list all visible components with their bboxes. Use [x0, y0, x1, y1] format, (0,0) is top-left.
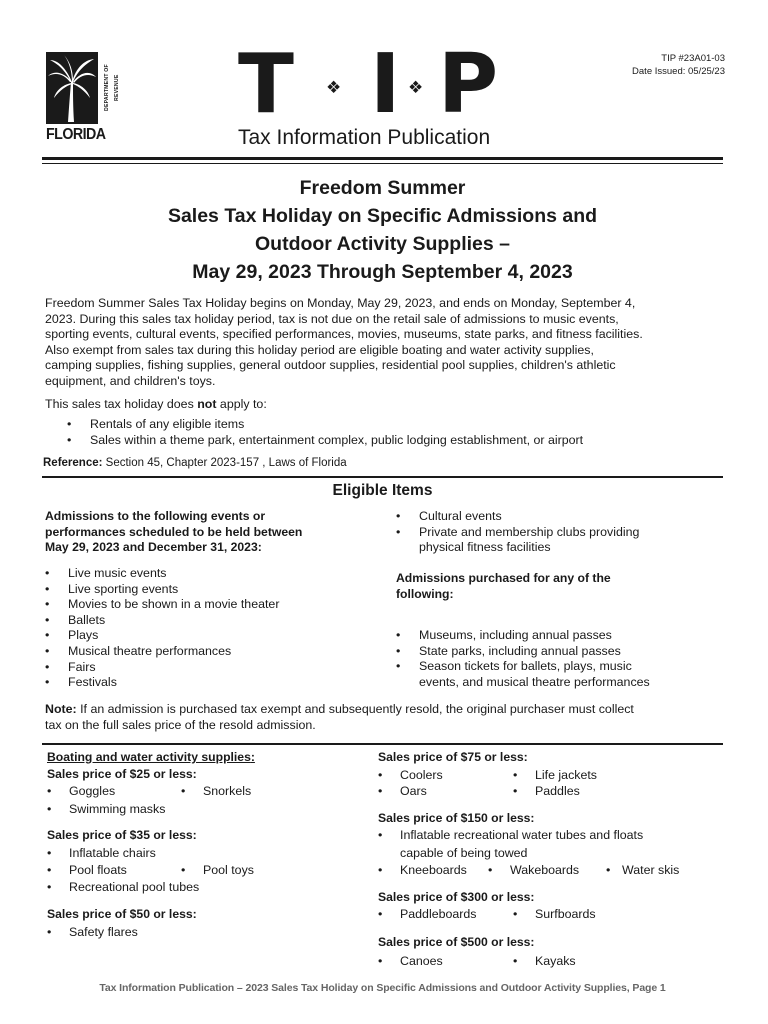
- boating-heading: Boating and water activity supplies:: [47, 750, 255, 764]
- title-line: Outdoor Activity Supplies –: [255, 233, 510, 255]
- not-apply-statement: This sales tax holiday does not apply to:: [45, 397, 267, 411]
- intro-paragraph: [45, 296, 725, 390]
- list-item: • Live sporting events: [45, 582, 375, 598]
- intro-line: sporting events, cultural events, specified performances, movies, museums, state parks, and fitness facilities.: [45, 327, 643, 342]
- events-list: [45, 566, 375, 691]
- price-300-heading: Sales price of $300 or less:: [378, 890, 535, 904]
- tip-logotype: [238, 37, 532, 132]
- intro-line: camping supplies, fishing supplies, general outdoor supplies, residential pool supplies, children's athletic: [45, 358, 616, 373]
- intro-line: Freedom Summer Sales Tax Holiday begins on Monday, May 29, 2023, and ends on Monday, September 4,: [45, 296, 636, 310]
- eligible-items-heading: Eligible Items: [332, 482, 433, 499]
- section-rule: [42, 476, 723, 478]
- price-50-heading: Sales price of $50 or less:: [47, 907, 197, 921]
- intro-line: 2023. During this sales tax holiday period, tax is not due on the retail sale of admissions to music events,: [45, 311, 619, 326]
- list-item: • Fairs: [45, 660, 375, 676]
- tip-letter-p: P: [438, 37, 499, 132]
- price-150-heading: Sales price of $150 or less:: [378, 811, 535, 825]
- list-item: • Musical theatre performances: [45, 644, 375, 660]
- title-line: Sales Tax Holiday on Specific Admissions and: [167, 205, 598, 227]
- tip-letter-t: T: [238, 37, 294, 132]
- header-rule-thin: [42, 163, 723, 164]
- list-item: • Festivals: [45, 675, 375, 691]
- resale-note: Note: If an admission is purchased tax exempt and subsequently resold, the original purchaser must collect tax on the full sales price of the resold admission.: [45, 702, 634, 732]
- section-rule: [42, 743, 723, 745]
- title-line: Freedom Summer: [299, 177, 466, 199]
- document-meta: [632, 52, 725, 78]
- palm-tree-icon: [46, 52, 98, 124]
- events-list-continued: [396, 509, 716, 556]
- logo-state-name: FLORIDA: [46, 126, 106, 143]
- list-item: • Live music events: [45, 566, 375, 582]
- list-item: • Sales within a theme park, entertainment complex, public lodging establishment, or airport: [67, 433, 725, 449]
- list-item: • State parks, including annual passes: [396, 644, 716, 660]
- title-line: May 29, 2023 Through September 4, 2023: [192, 261, 573, 283]
- exclusions-list: [67, 417, 725, 448]
- date-issued: Date Issued: 05/25/23: [632, 66, 725, 77]
- page-footer: Tax Information Publication – 2023 Sales Tax Holiday on Specific Admissions and Outdoor Activity Supplies, Page 1: [99, 982, 666, 994]
- document-title: [42, 174, 723, 286]
- intro-line: equipment, and children's toys.: [45, 373, 216, 388]
- price-500-heading: Sales price of $500 or less:: [378, 935, 535, 949]
- intro-line: Also exempt from sales tax during this holiday period are eligible boating and water activity supplies,: [45, 342, 594, 357]
- reference: Reference: Section 45, Chapter 2023-157 , Laws of Florida: [43, 457, 347, 469]
- header-rule: [42, 157, 723, 160]
- list-item: • Season tickets for ballets, plays, music events, and musical theatre performances: [396, 659, 716, 690]
- florida-dor-logo: [46, 52, 120, 144]
- diamond-separator-icon: ❖: [408, 78, 424, 98]
- list-item: • Cultural events: [396, 509, 716, 525]
- price-75-heading: Sales price of $75 or less:: [378, 750, 528, 764]
- purchased-admissions-list: [396, 628, 716, 690]
- list-item: • Ballets: [45, 613, 375, 629]
- price-35-heading: Sales price of $35 or less:: [47, 828, 197, 842]
- diamond-separator-icon: ❖: [326, 78, 342, 98]
- tip-letter-i: I: [370, 37, 401, 132]
- admissions-events-heading: Admissions to the following events or performances scheduled to be held between May 29, 2023 and December 31, 2023:: [45, 509, 303, 555]
- admissions-purchased-heading: Admissions purchased for any of the following:: [396, 571, 611, 601]
- tip-number: TIP #23A01-03: [661, 53, 725, 64]
- logo-department-text: DEPARTMENT OF REVENUE: [104, 64, 120, 112]
- list-item: • Private and membership clubs providing physical fitness facilities: [396, 525, 716, 556]
- publication-subtitle: Tax Information Publication: [238, 126, 491, 149]
- list-item: • Plays: [45, 628, 375, 644]
- list-item: • Movies to be shown in a movie theater: [45, 597, 375, 613]
- list-item: • Rentals of any eligible items: [67, 417, 725, 433]
- price-25-heading: Sales price of $25 or less:: [47, 767, 197, 781]
- list-item: • Museums, including annual passes: [396, 628, 716, 644]
